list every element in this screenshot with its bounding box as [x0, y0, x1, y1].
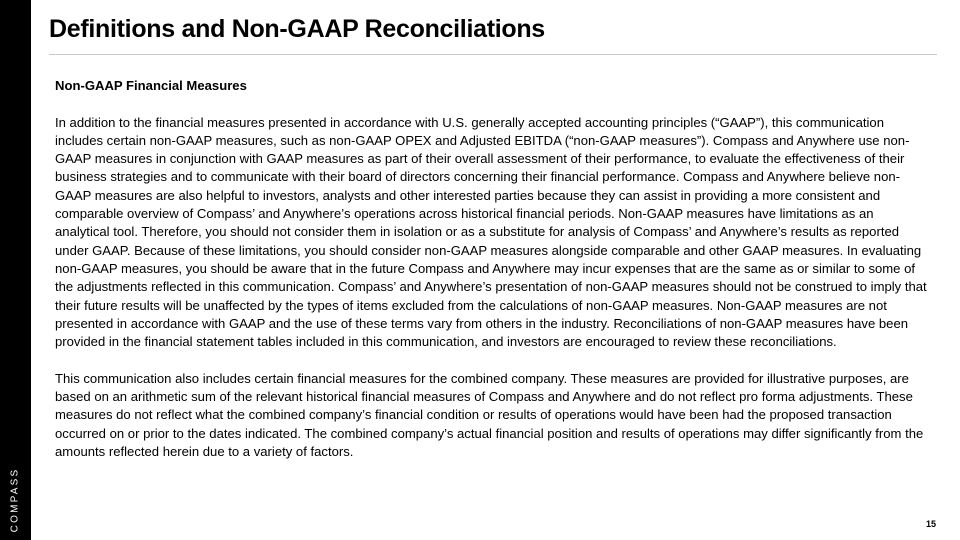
- title-divider: [49, 54, 937, 55]
- section-heading: Non-GAAP Financial Measures: [55, 78, 247, 93]
- slide-body: [55, 77, 927, 461]
- paragraph-combined-company: This communication also includes certain financial measures for the combined company. These measures are provided for illustrative purposes, are based on an arithmetic sum of the relevant historical financial measures of Compass and Anywhere and do not reflect pro forma adjustments. These measures do not reflect what the combined company’s financial condition or results of operations would have been had the proposed transaction occurred on or prior to the dates indicated. The combined company’s actual financial position and results of operations may differ significantly from the amounts reflected herein due to a variety of factors.: [55, 370, 924, 459]
- compass-logo: COMPASS: [9, 467, 21, 533]
- page-number: 15: [926, 519, 937, 529]
- page-title: Definitions and Non-GAAP Reconciliations: [49, 15, 545, 43]
- paragraph-non-gaap: In addition to the financial measures presented in accordance with U.S. generally accepted accounting principles (“GAAP”), this communication includes certain non-GAAP measures, such as non-GAAP OPEX and Adjusted EBITDA (“non-GAAP measures”). Compass and Anywhere use non-GAAP measures in conjunction with GAAP measures as part of their overall assessment of their performance, to evaluate the effectiveness of their business strategies and to communicate with their board of directors concerning their financial performance. Compass and Anywhere believe non-GAAP measures are also helpful to investors, analysts and other interested parties because they can assist in providing a more consistent and comparable overview of Compass’ and Anywhere’s operations across historical financial periods. Non-GAAP measures have limitations as an analytical tool. Therefore, you should not consider them in isolation or as a substitute for analysis of Compass’ and Anywhere’s results as reported under GAAP. Because of these limitations, you should consider non-GAAP measures alongside comparable and other GAAP measures. In evaluating non-GAAP measures, you should be aware that in the future Compass and Anywhere may incur expenses that are the same as or similar to some of the adjustments reflected in this communication. Compass’ and Anywhere’s presentation of non-GAAP measures should not be construed to imply that their future results will be unaffected by the types of items excluded from the calculations of non-GAAP measures. Non-GAAP measures are not presented in accordance with GAAP and the use of these terms vary from others in the industry. Reconciliations of non-GAAP measures have been provided in the financial statement tables included in this communication, and investors are encouraged to review these reconciliations.: [55, 114, 927, 350]
- brand-sidebar: [0, 0, 31, 540]
